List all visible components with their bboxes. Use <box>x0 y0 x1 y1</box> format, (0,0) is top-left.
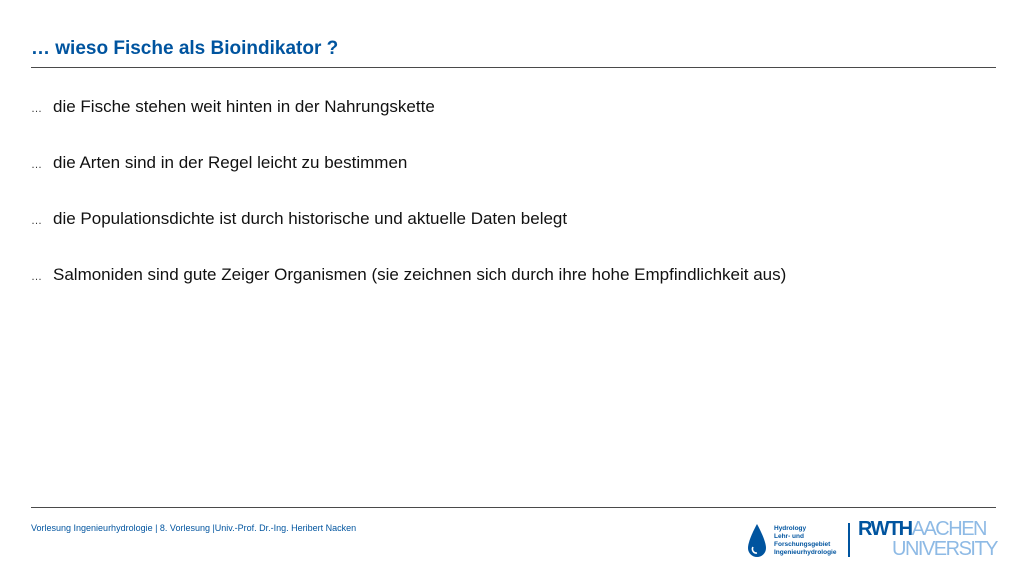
rwth-logo-aachen: AACHEN <box>911 518 986 540</box>
bullet-text: die Populationsdichte ist durch historische und aktuelle Daten belegt <box>53 209 568 228</box>
bullet-item <box>31 97 786 153</box>
hydrology-logo-text <box>774 525 836 557</box>
bullet-text: die Fische stehen weit hinten in der Nahrungskette <box>53 97 435 116</box>
bullet-list <box>31 97 786 321</box>
bullet-item <box>31 209 786 265</box>
rwth-logo-rwth: RWTH <box>858 518 912 540</box>
bullet-item <box>31 265 786 321</box>
bullet-item <box>31 153 786 209</box>
bullet-marker: … <box>31 215 42 227</box>
footer-divider <box>31 507 996 508</box>
hydrology-logo-line: Ingenieurhydrologie <box>774 549 837 556</box>
bullet-text: Salmoniden sind gute Zeiger Organismen (sie zeichnen sich durch ihre hohe Empfindlichkeit aus) <box>53 265 787 284</box>
rwth-logo <box>858 519 998 561</box>
bullet-marker: … <box>31 159 42 171</box>
footer-text: Vorlesung Ingenieurhydrologie | 8. Vorlesung |Univ.-Prof. Dr.-Ing. Heribert Nacken <box>31 523 357 533</box>
hydrology-logo-line: Hydrology <box>774 525 807 532</box>
slide-title: … wieso Fische als Bioindikator ? <box>31 38 339 59</box>
rwth-logo-university: UNIVERSITY <box>892 538 998 560</box>
hydrology-logo-line: Lehr- und <box>774 533 804 540</box>
bullet-marker: … <box>31 271 42 283</box>
hydrology-logo <box>746 521 846 561</box>
hydrology-logo-line: Forschungsgebiet <box>774 541 831 548</box>
rwth-logo-line1 <box>858 519 998 539</box>
title-divider <box>31 67 996 68</box>
bullet-text: die Arten sind in der Regel leicht zu bestimmen <box>53 153 408 172</box>
logo-separator <box>848 523 850 557</box>
bullet-marker: … <box>31 103 42 115</box>
water-drop-icon <box>746 523 768 559</box>
